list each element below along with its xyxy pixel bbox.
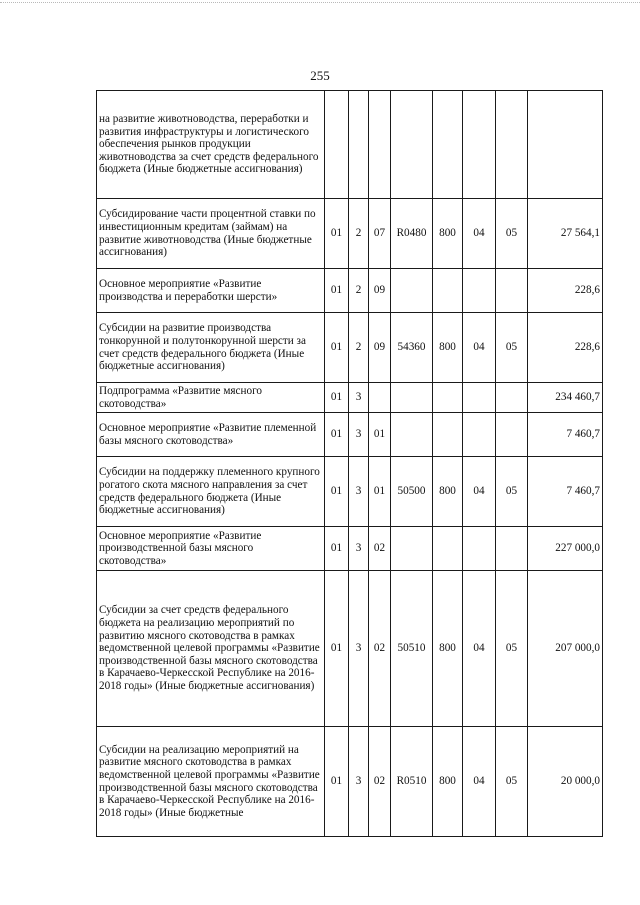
- row-amount: [528, 91, 603, 199]
- row-program-code: [325, 91, 349, 199]
- row-program-code: 01: [325, 527, 349, 571]
- row-program-code: 01: [325, 571, 349, 727]
- row-amount: 7 460,7: [528, 413, 603, 457]
- row-name: Основное мероприятие «Развитие племенной базы мясного скотоводства»: [97, 413, 325, 457]
- row-subsection: [496, 91, 528, 199]
- row-direction-code: [391, 527, 433, 571]
- row-subprogram-code: [349, 91, 369, 199]
- row-measure-code: 02: [369, 571, 391, 727]
- row-direction-code: [391, 269, 433, 313]
- row-measure-code: 02: [369, 727, 391, 837]
- row-name: Основное мероприятие «Развитие производственной базы мясного скотоводства»: [97, 527, 325, 571]
- row-expense-type: [433, 413, 463, 457]
- row-section: [463, 91, 496, 199]
- row-subprogram-code: 3: [349, 527, 369, 571]
- table-row: [97, 457, 603, 527]
- table-row: [97, 313, 603, 383]
- row-direction-code: R0480: [391, 199, 433, 269]
- row-direction-code: [391, 91, 433, 199]
- table-row: [97, 413, 603, 457]
- row-subsection: [496, 527, 528, 571]
- row-program-code: 01: [325, 727, 349, 837]
- row-name: Субсидии за счет средств федерального бюджета на реализацию мероприятий по развитию мясного скотоводства в рамках ведомственной целевой программы «Развитие производственной базы мясного скотоводства в Карачаево-Черкесской Республике на 2016-2018 годы» (Иные бюджетные ассигнования): [97, 571, 325, 727]
- row-direction-code: [391, 413, 433, 457]
- table-row: [97, 91, 603, 199]
- row-subprogram-code: 2: [349, 269, 369, 313]
- row-expense-type: [433, 91, 463, 199]
- row-subprogram-code: 2: [349, 313, 369, 383]
- row-direction-code: R0510: [391, 727, 433, 837]
- row-direction-code: 50510: [391, 571, 433, 727]
- row-name: Субсидии на реализацию мероприятий на развитие мясного скотоводства в рамках ведомственной целевой программы «Развитие производственной базы мясного скотоводства в Карачаево-Черкесской Республике на 2016-2018 годы» (Иные бюджетные: [97, 727, 325, 837]
- row-subprogram-code: 3: [349, 413, 369, 457]
- row-subsection: 05: [496, 199, 528, 269]
- row-name: Основное мероприятие «Развитие производства и переработки шерсти»: [97, 269, 325, 313]
- row-measure-code: 09: [369, 313, 391, 383]
- row-name: на развитие животноводства, переработки и развития инфраструктуры и логистического обеспечения рынков продукции животноводства за счет средств федерального бюджета (Иные бюджетные ассигнования): [97, 91, 325, 199]
- row-expense-type: 800: [433, 199, 463, 269]
- row-name: Субсидии на поддержку племенного крупного рогатого скота мясного направления за счет средств федерального бюджета (Иные бюджетные ассигнования): [97, 457, 325, 527]
- row-measure-code: 02: [369, 527, 391, 571]
- row-program-code: 01: [325, 313, 349, 383]
- row-expense-type: 800: [433, 727, 463, 837]
- row-direction-code: [391, 383, 433, 413]
- row-measure-code: [369, 383, 391, 413]
- row-amount: 27 564,1: [528, 199, 603, 269]
- row-section: 04: [463, 571, 496, 727]
- row-subprogram-code: 3: [349, 383, 369, 413]
- row-name: Субсидии на развитие производства тонкорунной и полутонкорунной шерсти за счет средств федерального бюджета (Иные бюджетные ассигнования): [97, 313, 325, 383]
- row-measure-code: 01: [369, 413, 391, 457]
- row-section: 04: [463, 199, 496, 269]
- row-subprogram-code: 3: [349, 457, 369, 527]
- row-amount: 228,6: [528, 313, 603, 383]
- row-subsection: 05: [496, 457, 528, 527]
- row-expense-type: [433, 527, 463, 571]
- page-number: 255: [310, 68, 330, 83]
- row-program-code: 01: [325, 413, 349, 457]
- row-measure-code: 09: [369, 269, 391, 313]
- row-subsection: 05: [496, 571, 528, 727]
- row-amount: 227 000,0: [528, 527, 603, 571]
- row-section: [463, 383, 496, 413]
- row-subsection: 05: [496, 313, 528, 383]
- row-name: Субсидирование части процентной ставки по инвестиционным кредитам (займам) на развитие животноводства (Иные бюджетные ассигнования): [97, 199, 325, 269]
- table-row: [97, 199, 603, 269]
- row-expense-type: 800: [433, 457, 463, 527]
- table-row: [97, 269, 603, 313]
- row-amount: 228,6: [528, 269, 603, 313]
- row-subprogram-code: 3: [349, 727, 369, 837]
- budget-table: [96, 90, 603, 837]
- row-name: Подпрограмма «Развитие мясного скотоводства»: [97, 383, 325, 413]
- row-subprogram-code: 3: [349, 571, 369, 727]
- row-program-code: 01: [325, 457, 349, 527]
- row-program-code: 01: [325, 269, 349, 313]
- row-subsection: [496, 269, 528, 313]
- budget-table-body: [97, 91, 603, 837]
- table-row: [97, 571, 603, 727]
- row-subsection: [496, 383, 528, 413]
- row-measure-code: 01: [369, 457, 391, 527]
- row-amount: 207 000,0: [528, 571, 603, 727]
- row-section: [463, 413, 496, 457]
- row-subsection: 05: [496, 727, 528, 837]
- row-direction-code: 54360: [391, 313, 433, 383]
- row-subsection: [496, 413, 528, 457]
- row-program-code: 01: [325, 199, 349, 269]
- table-row: [97, 383, 603, 413]
- row-measure-code: [369, 91, 391, 199]
- row-expense-type: 800: [433, 313, 463, 383]
- table-row: [97, 727, 603, 837]
- row-subprogram-code: 2: [349, 199, 369, 269]
- table-row: [97, 527, 603, 571]
- row-amount: 20 000,0: [528, 727, 603, 837]
- row-amount: 7 460,7: [528, 457, 603, 527]
- row-expense-type: [433, 269, 463, 313]
- row-section: 04: [463, 313, 496, 383]
- row-expense-type: 800: [433, 571, 463, 727]
- row-section: [463, 269, 496, 313]
- row-section: 04: [463, 727, 496, 837]
- row-amount: 234 460,7: [528, 383, 603, 413]
- row-measure-code: 07: [369, 199, 391, 269]
- row-direction-code: 50500: [391, 457, 433, 527]
- row-expense-type: [433, 383, 463, 413]
- row-program-code: 01: [325, 383, 349, 413]
- page-top-rule: [0, 2, 640, 4]
- row-section: 04: [463, 457, 496, 527]
- row-section: [463, 527, 496, 571]
